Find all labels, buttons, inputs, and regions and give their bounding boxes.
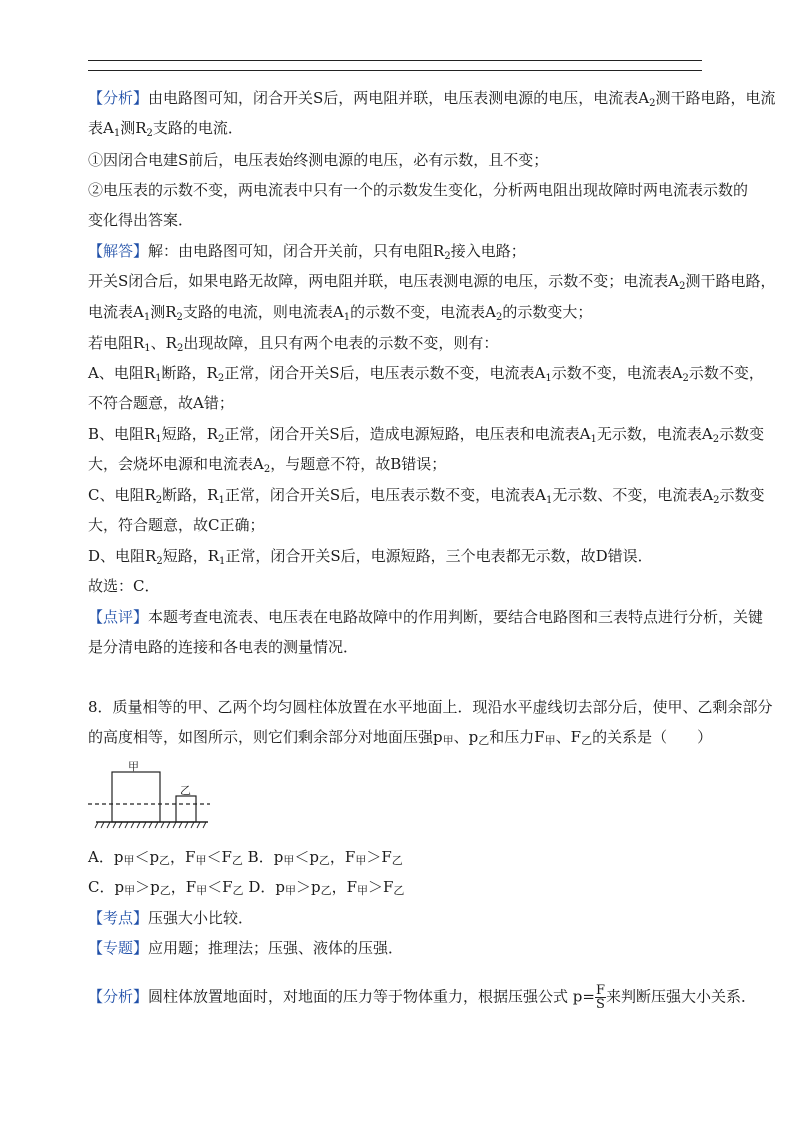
tag-comment: 【点评】 <box>88 608 149 626</box>
answer-option-d: D、电阻$R_2$短路，$R_1$正常，闭合开关S后，电源短路，三个电表都无示数，故D错误． <box>88 547 653 567</box>
option-b: B．p甲＜p乙，F甲＞F乙 <box>247 848 403 867</box>
answer-line-4: 若电阻$R_1$、$R_2$出现故障，且只有两个电表的示数不变，则有： <box>88 334 499 354</box>
answer-choice: 故选：C． <box>88 577 160 595</box>
analysis-line-5: 变化得出答案． <box>88 211 194 229</box>
label-jia: 甲 <box>128 760 139 773</box>
q8-analysis-line: 【分析】圆柱体放置地面时，对地面的压力等于物体重力，根据压强公式 p= $\frac{F}{S}$ 来判断压强大小关系． <box>88 983 757 1012</box>
topic-line: 【专题】应用题；推理法；压强、液体的压强． <box>88 939 404 957</box>
analysis-line-1: 【分析】由电路图可知，闭合开关S后，两电阻并联，电压表测电源的电压，电流表$A_2$测干路电路，电流 <box>88 89 776 109</box>
question-8-line-2: 的高度相等，如图所示，则它们剩余部分对地面压强p甲、p乙和压力F甲、F乙的关系是（ ） <box>88 728 713 747</box>
tag-point: 【考点】 <box>88 909 149 927</box>
pressure-formula-fraction: $\frac{F}{S}$ <box>595 983 605 1012</box>
answer-option-b: B、电阻$R_1$短路，$R_2$正常，闭合开关S后，造成电源短路，电压表和电流表$A_1$无示数，电流表$A_2$示数变 <box>88 425 765 445</box>
analysis-line-2: 表$A_1$测$R_2$支路的电流． <box>88 119 243 139</box>
option-d: D．p甲＞p乙，F甲＞F乙 <box>248 878 405 897</box>
tag-answer: 【解答】 <box>88 242 149 260</box>
point-line: 【考点】压强大小比较． <box>88 909 254 927</box>
cylinder-yi <box>176 796 196 822</box>
cylinder-jia <box>112 772 160 822</box>
answer-option-c: C、电阻$R_2$断路，$R_1$正常，闭合开关S后，电压表示数不变，电流表$A_1$无示数、不变，电流表$A_2$示数变 <box>88 486 765 506</box>
analysis-line-4: ②电压表的示数不变，两电流表中只有一个的示数发生变化，分析两电阻出现故障时两电流表示数的 <box>88 181 749 199</box>
question-8-line-1: 8．质量相等的甲、乙两个均匀圆柱体放置在水平地面上．现沿水平虚线切去部分后，使甲、乙剩余部分 <box>88 698 773 716</box>
answer-line-1: 【解答】解：由电路图可知，闭合开关前，只有电阻$R_2$接入电路； <box>88 242 526 262</box>
answer-option-b-cont: 大，会烧坏电源和电流表$A_2$，与题意不符，故B错误； <box>88 455 447 475</box>
answer-line-2: 开关S闭合后，如果电路无故障，两电阻并联，电压表测电源的电压，示数不变；电流表$A_2$测干路电路， <box>88 272 776 292</box>
cylinders-figure <box>84 758 214 832</box>
tag-analysis-q8: 【分析】 <box>88 987 149 1006</box>
answer-option-a-cont: 不符合题意，故A错； <box>88 394 234 412</box>
label-yi: 乙 <box>180 784 191 797</box>
answer-line-3: 电流表$A_1$测$R_2$支路的电流，则电流表$A_1$的示数不变，电流表$A_2$的示数变大； <box>88 303 593 323</box>
tag-topic: 【专题】 <box>88 939 149 957</box>
question-8-options-cd <box>88 877 708 901</box>
analysis-line-3: ①因闭合电建S前后，电压表始终测电源的电压，必有示数，且不变； <box>88 151 549 169</box>
comment-line-2: 是分清电路的连接和各电表的测量情况． <box>88 638 359 656</box>
comment-line-1: 【点评】本题考查电流表、电压表在电路故障中的作用判断，要结合电路图和三表特点进行分析，关键 <box>88 608 764 626</box>
tag-analysis: 【分析】 <box>88 89 149 107</box>
header-rule-bottom <box>88 70 702 71</box>
header-rule-top <box>88 60 702 61</box>
answer-option-c-cont: 大，符合题意，故C正确； <box>88 516 265 534</box>
option-a: A．p甲＜p乙，F甲＜F乙 <box>88 848 243 867</box>
answer-option-a: A、电阻$R_1$断路，$R_2$正常，闭合开关S后，电压表示数不变，电流表$A_1$示数不变，电流表$A_2$示数不变， <box>88 364 764 384</box>
question-8-options-ab <box>88 847 708 871</box>
option-c: C．p甲＞p乙，F甲＜F乙 <box>88 878 244 897</box>
